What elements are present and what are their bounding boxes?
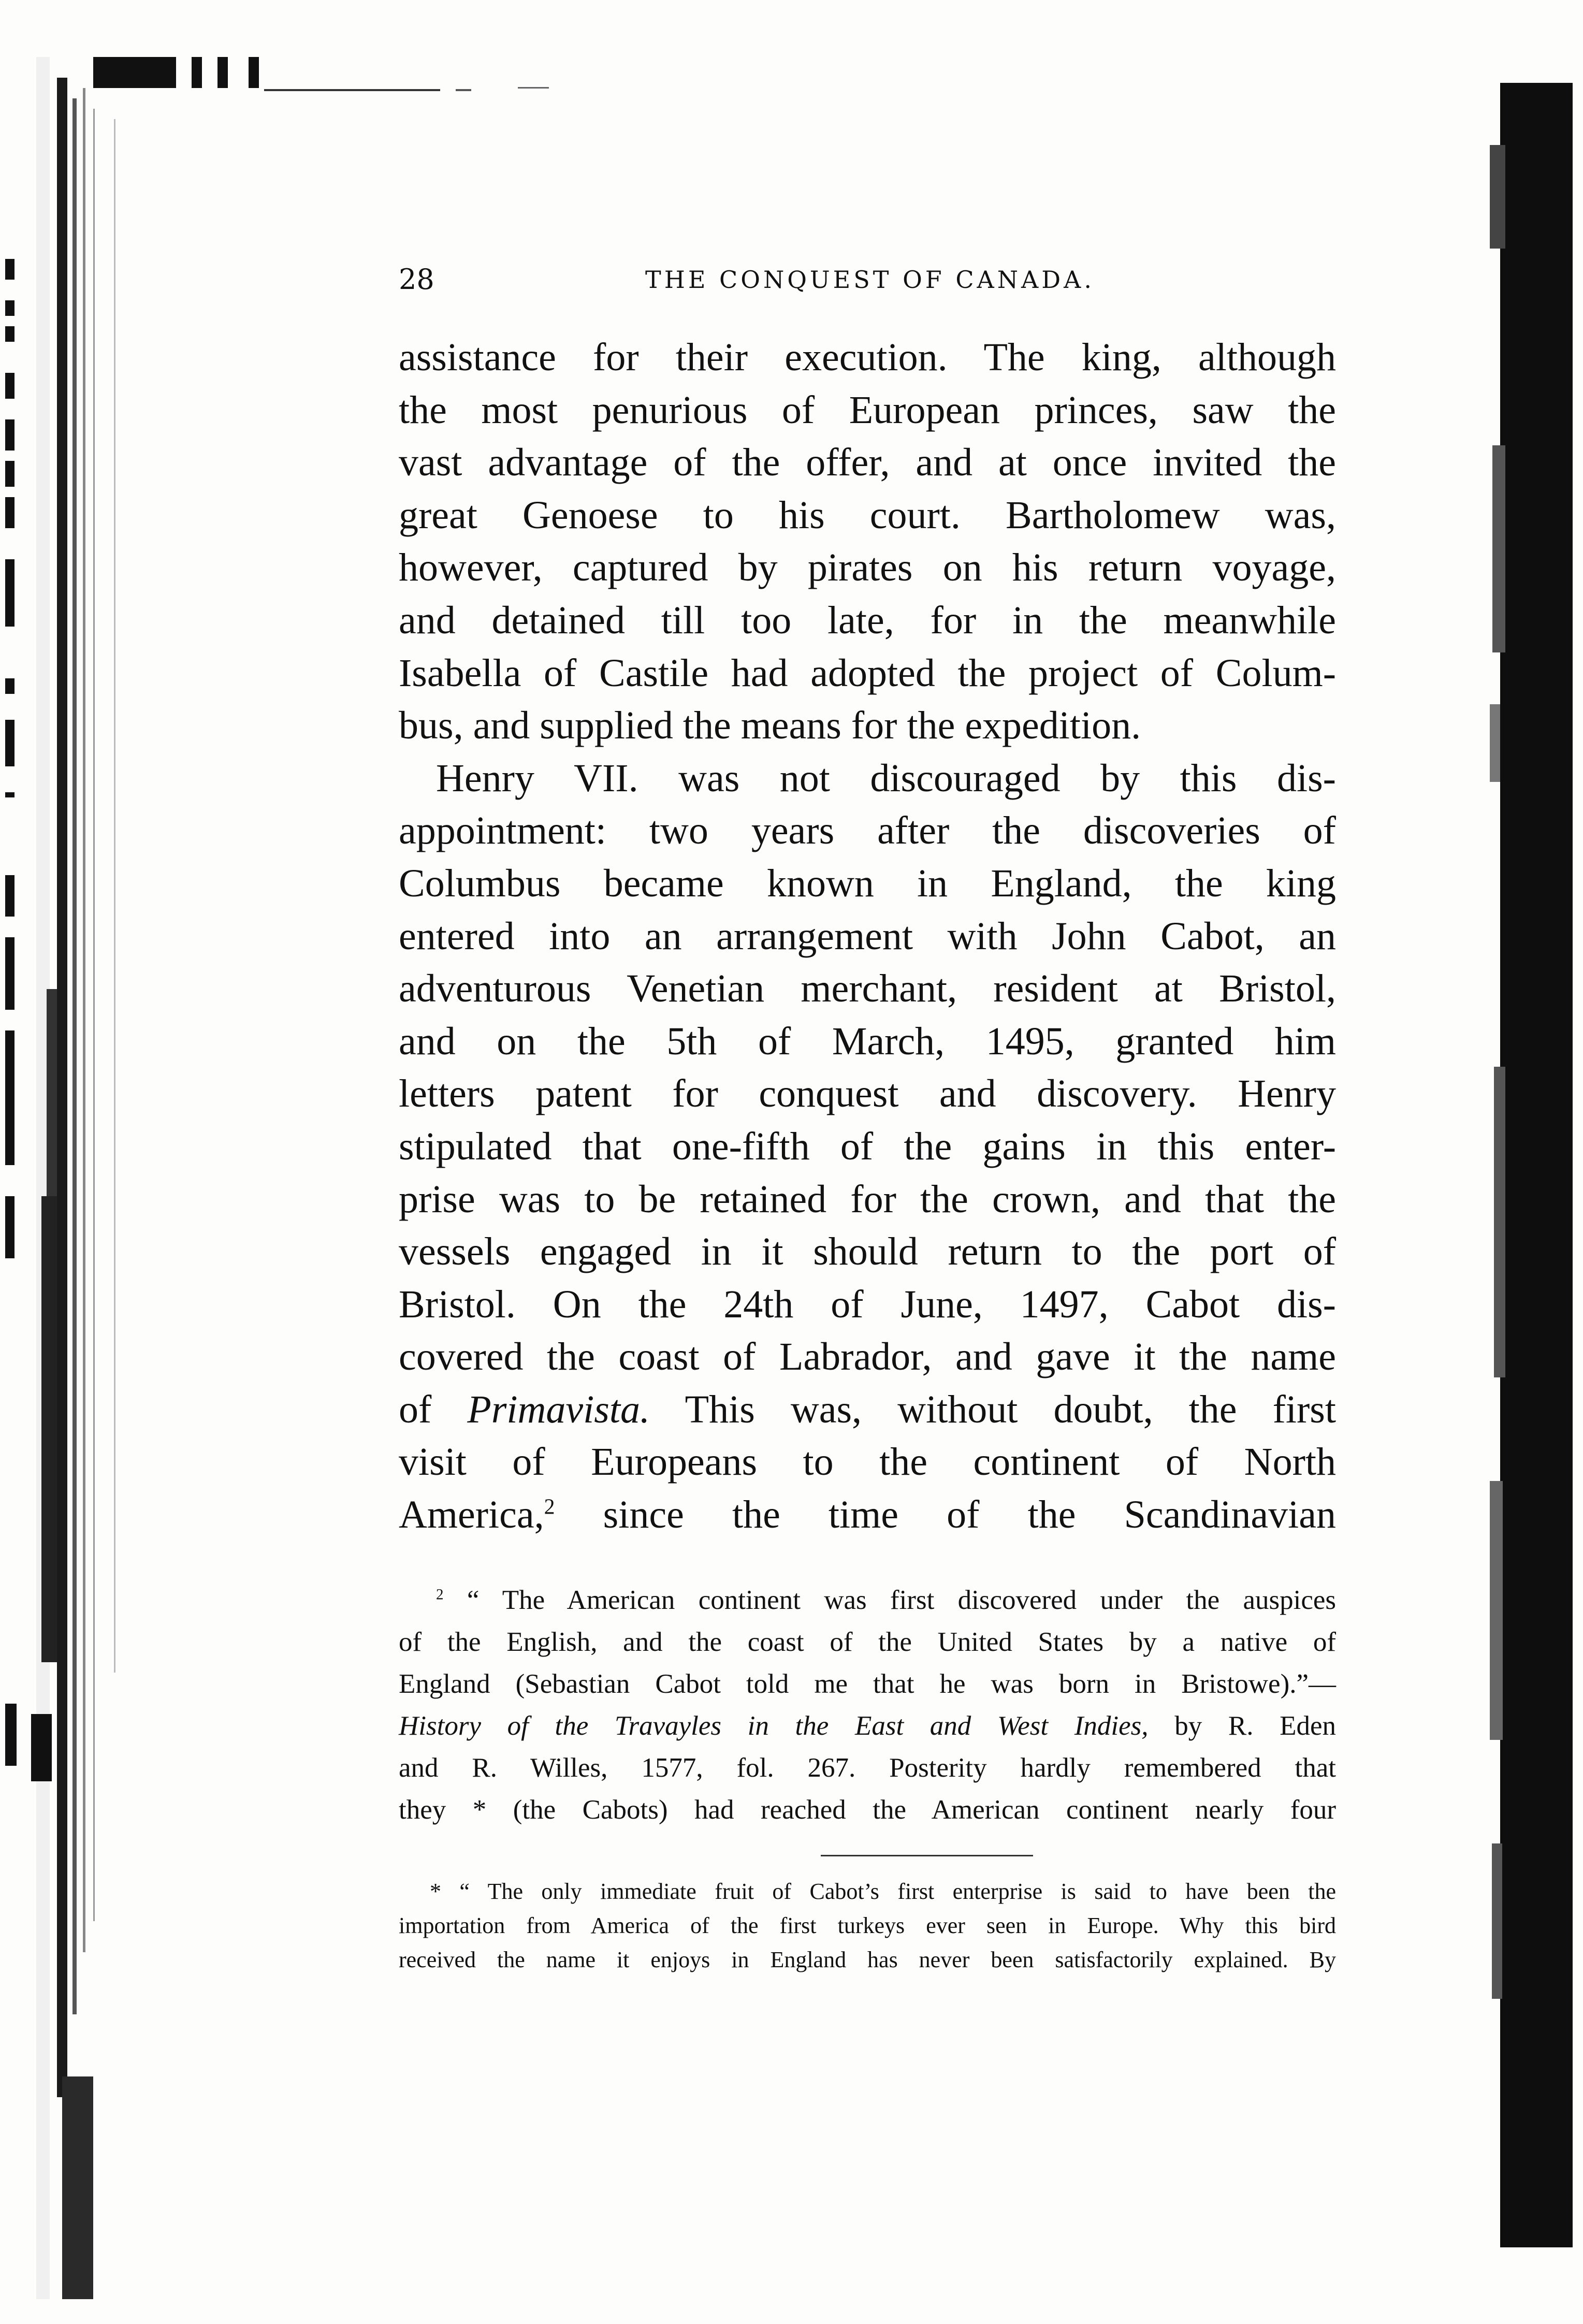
text-line: vast advantage of the offer, and at once invited the [399,441,1336,485]
text-line: the most penurious of European princes, saw the [399,388,1336,432]
text-line: covered the coast of Labrador, and gave it the name [399,1335,1336,1379]
text-line [399,1384,1336,1436]
footnote-line: of the English, and the coast of the United States by a native of [399,1627,1336,1657]
scan-edge-top-artifact [93,52,611,98]
text-line: Henry VII. was not discouraged by this dis- [436,756,1336,800]
text-line: visit of Europeans to the continent of North [399,1440,1336,1484]
text-line: appointment: two years after the discoveries of [399,809,1336,853]
footnote-line: they * (the Cabots) had reached the American continent nearly four [399,1795,1336,1825]
text-run: of [399,1387,468,1431]
footnote-line: England (Sebastian Cabot told me that he was born in Bristowe).”— [399,1669,1336,1699]
scan-edge-left-artifact [0,57,186,2299]
italic-ship-name: Primavista. [467,1387,650,1431]
text-run: since the time of the Scandinavian [555,1493,1336,1537]
text-line: bus, and supplied the means for the expedition. [399,704,1141,748]
text-line: adventurous Venetian merchant, resident at Bristol, [399,967,1336,1011]
text-line [399,1489,1336,1542]
text-line: prise was to be retained for the crown, and that the [399,1177,1336,1221]
footnote-line: importation from America of the first turkeys ever seen in Europe. Why this bird [399,1913,1336,1938]
text-line: entered into an arrangement with John Cabot, an [399,914,1336,958]
body-text [399,331,1336,1542]
footnote-asterisk [399,1875,1336,1977]
footnote-line [399,1705,1336,1747]
page-number: 28 [399,263,434,296]
text-line: and detained till too late, for in the meanwhile [399,598,1336,642]
text-line: letters patent for conquest and discovery. Henry [399,1072,1336,1116]
text-line: Isabella of Castile had adopted the project of Colum- [399,651,1336,695]
text-run: America, [399,1493,544,1537]
text-line: Bristol. On the 24th of June, 1497, Cabot dis- [399,1282,1336,1326]
text-line: Columbus became known in England, the king [399,861,1336,905]
text-line: and on the 5th of March, 1495, granted him [399,1019,1336,1063]
footnote-reference: 2 [544,1495,555,1519]
running-head [399,262,1341,298]
footnote-2 [399,1579,1336,1831]
italic-book-title: History of the Travayles in the East and West Indies, [399,1711,1149,1741]
text-run: “ The American continent was first discovered under the auspices [443,1585,1336,1615]
footnote-separator [821,1855,1033,1856]
running-title: THE CONQUEST OF CANADA. [645,266,1095,294]
footnote-marker: 2 [436,1586,444,1603]
footnote-line [399,1579,1336,1621]
text-line: stipulated that one-fifth of the gains in this enter- [399,1124,1336,1168]
scan-edge-right-artifact [1490,83,1583,2247]
text-line: assistance for their execution. The king, although [399,336,1336,379]
footnote-line: * “ The only immediate fruit of Cabot’s first enterprise is said to have been the [430,1879,1336,1904]
text-line: however, captured by pirates on his return voyage, [399,546,1336,590]
text-run: by R. Eden [1148,1711,1336,1741]
footnote-line: and R. Willes, 1577, fol. 267. Posterity hardly remembered that [399,1753,1336,1783]
footnote-line: received the name it enjoys in England has never been satisfactorily explained. By [399,1947,1336,1972]
text-run: This was, without doubt, the first [649,1387,1337,1431]
text-line: vessels engaged in it should return to the port of [399,1230,1336,1274]
text-line: great Genoese to his court. Bartholomew was, [399,493,1336,537]
